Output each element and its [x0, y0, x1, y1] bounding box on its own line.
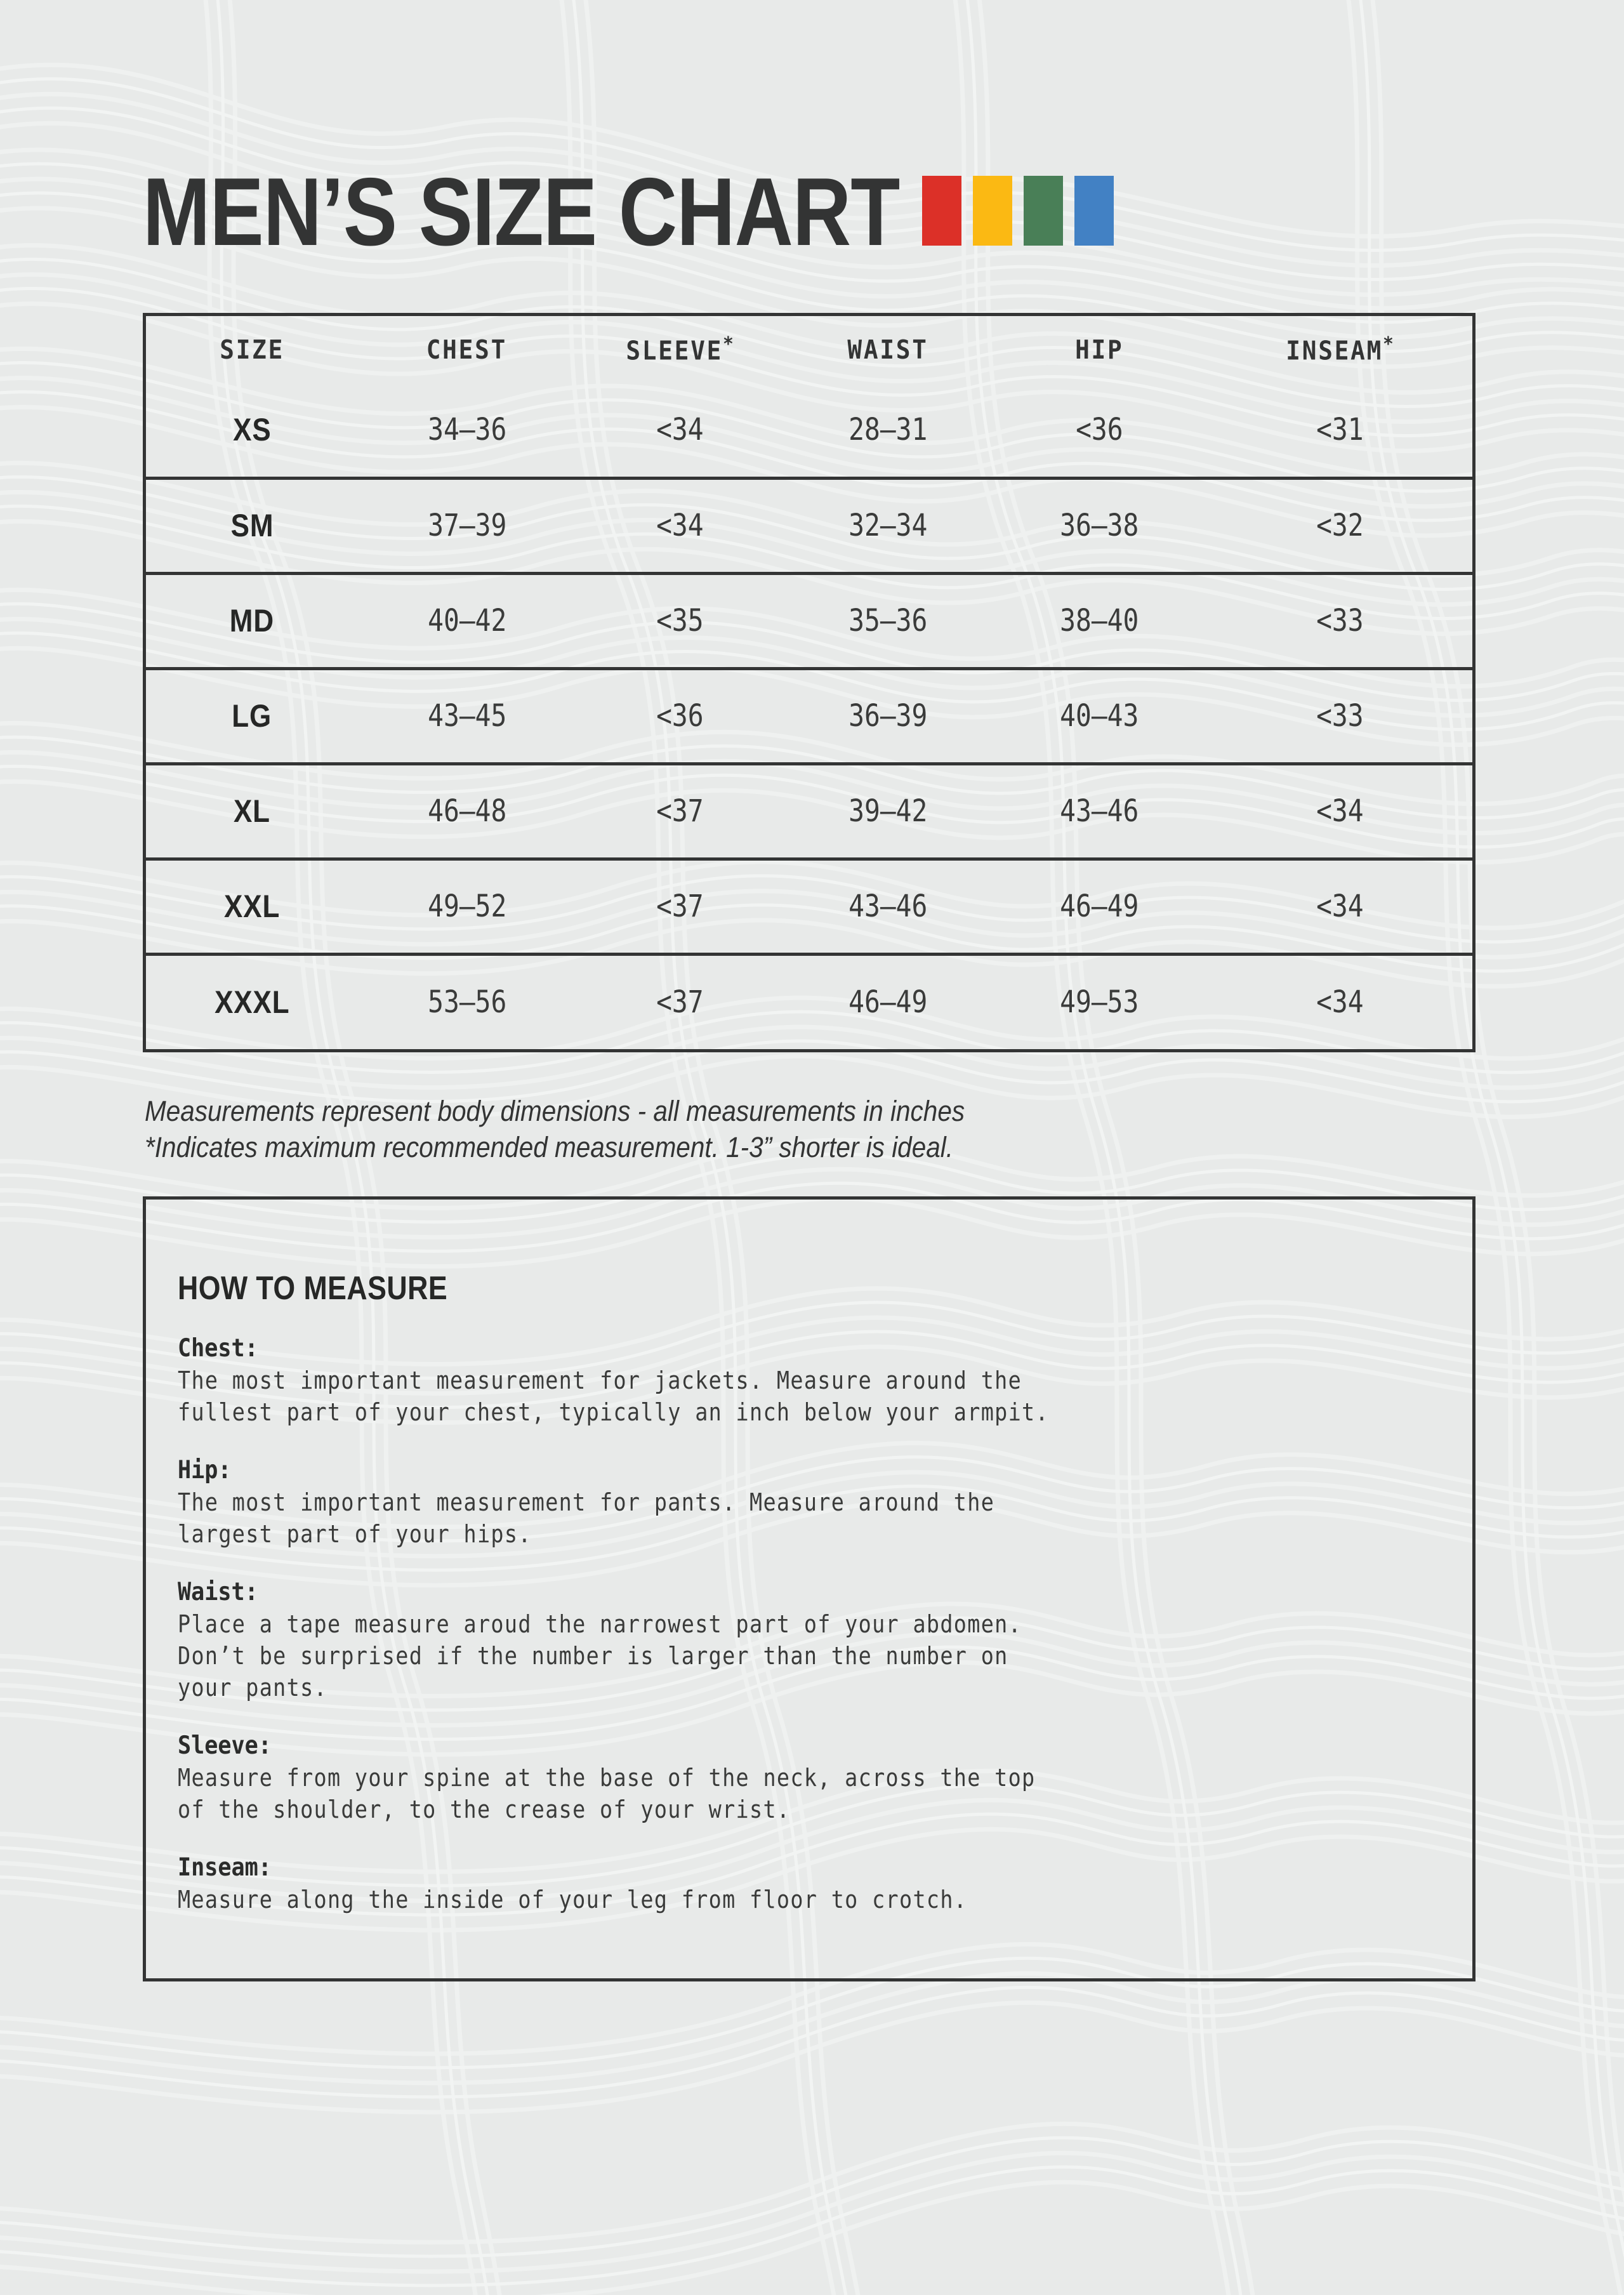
- column-header-hip-label: HIP: [1075, 334, 1124, 365]
- column-header-hip: [1001, 316, 1198, 383]
- cell-sleeve: [576, 383, 784, 478]
- cell-size: [146, 764, 358, 859]
- how-to-measure-sections: [178, 1333, 1447, 1915]
- cell-sleeve: [576, 668, 784, 764]
- page-title: MEN’S SIZE CHART: [143, 158, 900, 266]
- table-row: [146, 383, 1472, 478]
- measure-section-line: largest part of your hips.: [178, 1520, 532, 1548]
- cell-inseam: [1207, 478, 1472, 573]
- inseam-value: <33: [1316, 698, 1364, 734]
- cell-waist: [784, 954, 992, 1049]
- hip-value: 46–49: [1060, 889, 1139, 924]
- footnote-line-1: Measurements represent body dimensions - all measurements in inches: [145, 1095, 965, 1127]
- inseam-value: <34: [1316, 984, 1364, 1021]
- cell-chest: [358, 478, 576, 573]
- size-label: LG: [232, 698, 272, 734]
- how-to-measure-panel: [143, 1196, 1475, 1981]
- how-to-measure-heading: HOW TO MEASURE: [178, 1270, 448, 1307]
- hip-value: 49–53: [1060, 984, 1139, 1021]
- chest-value: 53–56: [427, 984, 506, 1021]
- column-header-size-label: SIZE: [220, 334, 285, 365]
- footnote-marker-inseam: *: [1383, 333, 1394, 355]
- table-row: [146, 764, 1472, 859]
- cell-size: [146, 573, 358, 668]
- column-header-chest-label: CHEST: [426, 334, 508, 365]
- size-label: MD: [230, 603, 275, 638]
- table-header-row: [146, 316, 1472, 383]
- inseam-value: <34: [1316, 889, 1364, 924]
- cell-inseam: [1207, 954, 1472, 1049]
- header: [143, 158, 1114, 266]
- measure-section: [178, 1730, 1447, 1825]
- size-label: XS: [232, 411, 272, 447]
- cell-chest: [358, 383, 576, 478]
- size-label: XXXL: [214, 984, 290, 1021]
- measure-section-label: Inseam:: [178, 1853, 272, 1882]
- sleeve-value: <37: [656, 984, 704, 1021]
- cell-hip: [992, 383, 1207, 478]
- measure-section-label: Sleeve:: [178, 1731, 272, 1760]
- measure-section: [178, 1455, 1447, 1550]
- size-label: XXL: [224, 889, 281, 924]
- hip-value: <36: [1076, 411, 1123, 447]
- cell-inseam: [1207, 383, 1472, 478]
- cell-waist: [784, 764, 992, 859]
- waist-value: 43–46: [848, 889, 928, 924]
- column-header-inseam: [1218, 316, 1462, 383]
- measure-section-label: Hip:: [178, 1456, 232, 1485]
- footnote-marker-sleeve: *: [723, 333, 734, 355]
- table-row: [146, 668, 1472, 764]
- waist-value: 35–36: [848, 603, 928, 638]
- cell-sleeve: [576, 478, 784, 573]
- inseam-value: <32: [1316, 508, 1364, 543]
- swatch-yellow: [973, 176, 1012, 246]
- waist-value: 39–42: [848, 793, 928, 829]
- chest-value: 46–48: [427, 793, 506, 829]
- measure-section-line: The most important measurement for pants. Measure around the: [178, 1488, 995, 1516]
- waist-value: 46–49: [848, 984, 928, 1021]
- hip-value: 38–40: [1060, 603, 1139, 638]
- measure-section: [178, 1852, 1447, 1915]
- measure-section-line: The most important measurement for jackets. Measure around the: [178, 1366, 1022, 1394]
- chest-value: 43–45: [427, 698, 506, 734]
- size-label: XL: [234, 793, 271, 829]
- sleeve-value: <37: [656, 889, 704, 924]
- cell-sleeve: [576, 859, 784, 954]
- cell-hip: [992, 478, 1207, 573]
- cell-hip: [992, 859, 1207, 954]
- column-header-waist-label: WAIST: [847, 334, 928, 365]
- cell-chest: [358, 764, 576, 859]
- swatch-blue: [1074, 176, 1114, 246]
- waist-value: 32–34: [848, 508, 928, 543]
- column-header-sleeve: [584, 316, 776, 383]
- cell-inseam: [1207, 859, 1472, 954]
- waist-value: 28–31: [848, 411, 928, 447]
- measure-section-label: Chest:: [178, 1334, 258, 1363]
- waist-value: 36–39: [848, 698, 928, 734]
- swatch-red: [922, 176, 961, 246]
- cell-sleeve: [576, 573, 784, 668]
- cell-sleeve: [576, 954, 784, 1049]
- cell-hip: [992, 764, 1207, 859]
- color-swatch-group: [922, 176, 1114, 248]
- measure-section-line: Measure along the inside of your leg from floor to crotch.: [178, 1886, 968, 1914]
- hip-value: 36–38: [1060, 508, 1139, 543]
- measure-section: [178, 1577, 1447, 1703]
- column-header-chest: [367, 316, 567, 383]
- measure-section-line: fullest part of your chest, typically an inch below your armpit.: [178, 1398, 1049, 1426]
- cell-chest: [358, 573, 576, 668]
- footnote-line-2: *Indicates maximum recommended measurement. 1-3” shorter is ideal.: [145, 1131, 954, 1163]
- cell-chest: [358, 954, 576, 1049]
- column-header-inseam-label: INSEAM: [1286, 335, 1383, 366]
- sleeve-value: <35: [656, 603, 704, 638]
- cell-waist: [784, 573, 992, 668]
- cell-inseam: [1207, 668, 1472, 764]
- size-chart-table: [143, 313, 1475, 1052]
- cell-size: [146, 859, 358, 954]
- column-header-waist: [792, 316, 984, 383]
- measure-section-line: Don’t be surprised if the number is larger than the number on: [178, 1642, 1008, 1670]
- column-header-size: [154, 316, 350, 383]
- cell-inseam: [1207, 764, 1472, 859]
- table-row: [146, 954, 1472, 1049]
- cell-chest: [358, 668, 576, 764]
- measure-section-line: Measure from your spine at the base of the neck, across the top: [178, 1764, 1036, 1792]
- cell-waist: [784, 383, 992, 478]
- inseam-value: <33: [1316, 603, 1364, 638]
- inseam-value: <31: [1316, 411, 1364, 447]
- cell-size: [146, 383, 358, 478]
- chest-value: 34–36: [427, 411, 506, 447]
- chest-value: 40–42: [427, 603, 506, 638]
- sleeve-value: <37: [656, 793, 704, 829]
- swatch-green: [1024, 176, 1063, 246]
- cell-size: [146, 478, 358, 573]
- measure-section-line: Place a tape measure aroud the narrowest part of your abdomen.: [178, 1610, 1022, 1638]
- measure-section-label: Waist:: [178, 1578, 258, 1606]
- table-row: [146, 478, 1472, 573]
- inseam-value: <34: [1316, 793, 1364, 829]
- cell-waist: [784, 668, 992, 764]
- cell-hip: [992, 668, 1207, 764]
- table-row: [146, 859, 1472, 954]
- sleeve-value: <34: [656, 411, 704, 447]
- table-footnotes: [145, 1093, 1446, 1165]
- size-label: SM: [230, 508, 274, 543]
- chest-value: 49–52: [427, 889, 506, 924]
- cell-inseam: [1207, 573, 1472, 668]
- column-header-sleeve-label: SLEEVE: [626, 335, 723, 366]
- cell-waist: [784, 859, 992, 954]
- cell-size: [146, 954, 358, 1049]
- measure-section: [178, 1333, 1447, 1428]
- measure-section-line: your pants.: [178, 1674, 327, 1702]
- cell-chest: [358, 859, 576, 954]
- sleeve-value: <36: [656, 698, 704, 734]
- table-row: [146, 573, 1472, 668]
- hip-value: 43–46: [1060, 793, 1139, 829]
- sleeve-value: <34: [656, 508, 704, 543]
- hip-value: 40–43: [1060, 698, 1139, 734]
- cell-hip: [992, 954, 1207, 1049]
- cell-hip: [992, 573, 1207, 668]
- cell-size: [146, 668, 358, 764]
- measure-section-line: of the shoulder, to the crease of your wrist.: [178, 1796, 791, 1823]
- cell-sleeve: [576, 764, 784, 859]
- cell-waist: [784, 478, 992, 573]
- chest-value: 37–39: [427, 508, 506, 543]
